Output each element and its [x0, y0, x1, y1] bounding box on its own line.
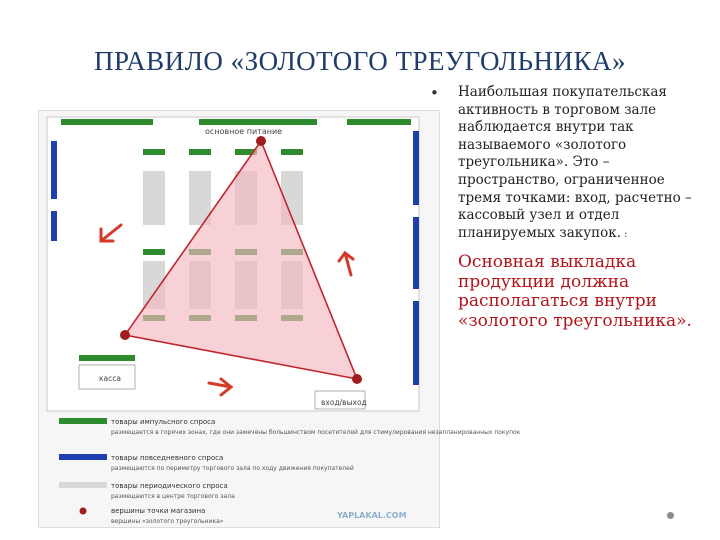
entrance-label: вход/выход: [321, 398, 367, 407]
shelf-left-wall-upper: [51, 141, 57, 199]
legend-desc-daily: размещаются по периметру торгового зала по ходу движения покупателей: [111, 465, 354, 472]
watermark: YAPLAKAL.COM: [337, 511, 407, 520]
shelf-top-center: [199, 119, 317, 125]
legend-desc-impulse: размещается в горячих зонах, где они замечены большинством посетителей для стимулирования незапланированных покупок: [111, 429, 521, 436]
gondola-periodic: [143, 171, 165, 225]
legend-title-impulse: товары импульсного спроса: [111, 418, 216, 426]
legend-title-vertex: вершины точки магазина: [111, 507, 206, 515]
bullet-marker: •: [430, 84, 439, 102]
slide-corner-dot: [667, 512, 674, 519]
shelf-right-wall-upper: [413, 131, 419, 205]
shelf-right-wall-lower: [413, 301, 419, 385]
legend-desc-periodic: размещаются в центре торгового зала: [111, 493, 235, 500]
store-floor-plan: [38, 110, 521, 528]
gondola-cap: [143, 149, 165, 155]
triangle-vertex-entrance: [352, 374, 362, 384]
legend-swatch-impulse: [59, 418, 107, 424]
legend-swatch-periodic: [59, 482, 107, 488]
bullet-text: Наибольшая покупательская активность в торговом зале наблюдается внутри так называемого «золотого треугольника». Это – пространство, ограниченное тремя точками: вход, расчетно – кассовый узел и отдел планируемых закупок.: [458, 84, 692, 241]
slide-title: ПРАВИЛО «ЗОЛОТОГО ТРЕУГОЛЬНИКА»: [94, 46, 626, 76]
legend-desc-vertex: вершины «золотого треугольника»: [111, 518, 224, 525]
shelf-left-wall-lower: [51, 211, 57, 241]
bullet-trailing: :: [621, 228, 628, 240]
bullet-paragraph: [458, 84, 710, 243]
bullet-item: [430, 84, 710, 243]
legend: [59, 418, 521, 525]
floor-plan-diagram: [39, 111, 521, 529]
gondola-cap: [143, 249, 165, 255]
shelf-top-right: [347, 119, 411, 125]
legend-swatch-daily: [59, 454, 107, 460]
legend-title-daily: товары повседневного спроса: [111, 454, 224, 462]
legend-title-periodic: товары периодического спроса: [111, 482, 228, 490]
cashier-label: касса: [99, 374, 121, 383]
top-shelf-label: основное питание: [205, 127, 283, 136]
shelf-right-wall-middle: [413, 217, 419, 289]
triangle-vertex-planned-purchases: [256, 136, 266, 146]
highlight-text: Основная выкладка продукции должна располагаться внутри «золотого треугольника».: [458, 252, 692, 331]
gondola-cap: [189, 149, 211, 155]
gondola-cap: [281, 149, 303, 155]
shelf-top-left: [61, 119, 153, 125]
legend-swatch-vertex: [80, 508, 87, 515]
text-column: [430, 84, 710, 331]
triangle-vertex-cashier: [120, 330, 130, 340]
checkout-impulse-shelf: [79, 355, 135, 361]
